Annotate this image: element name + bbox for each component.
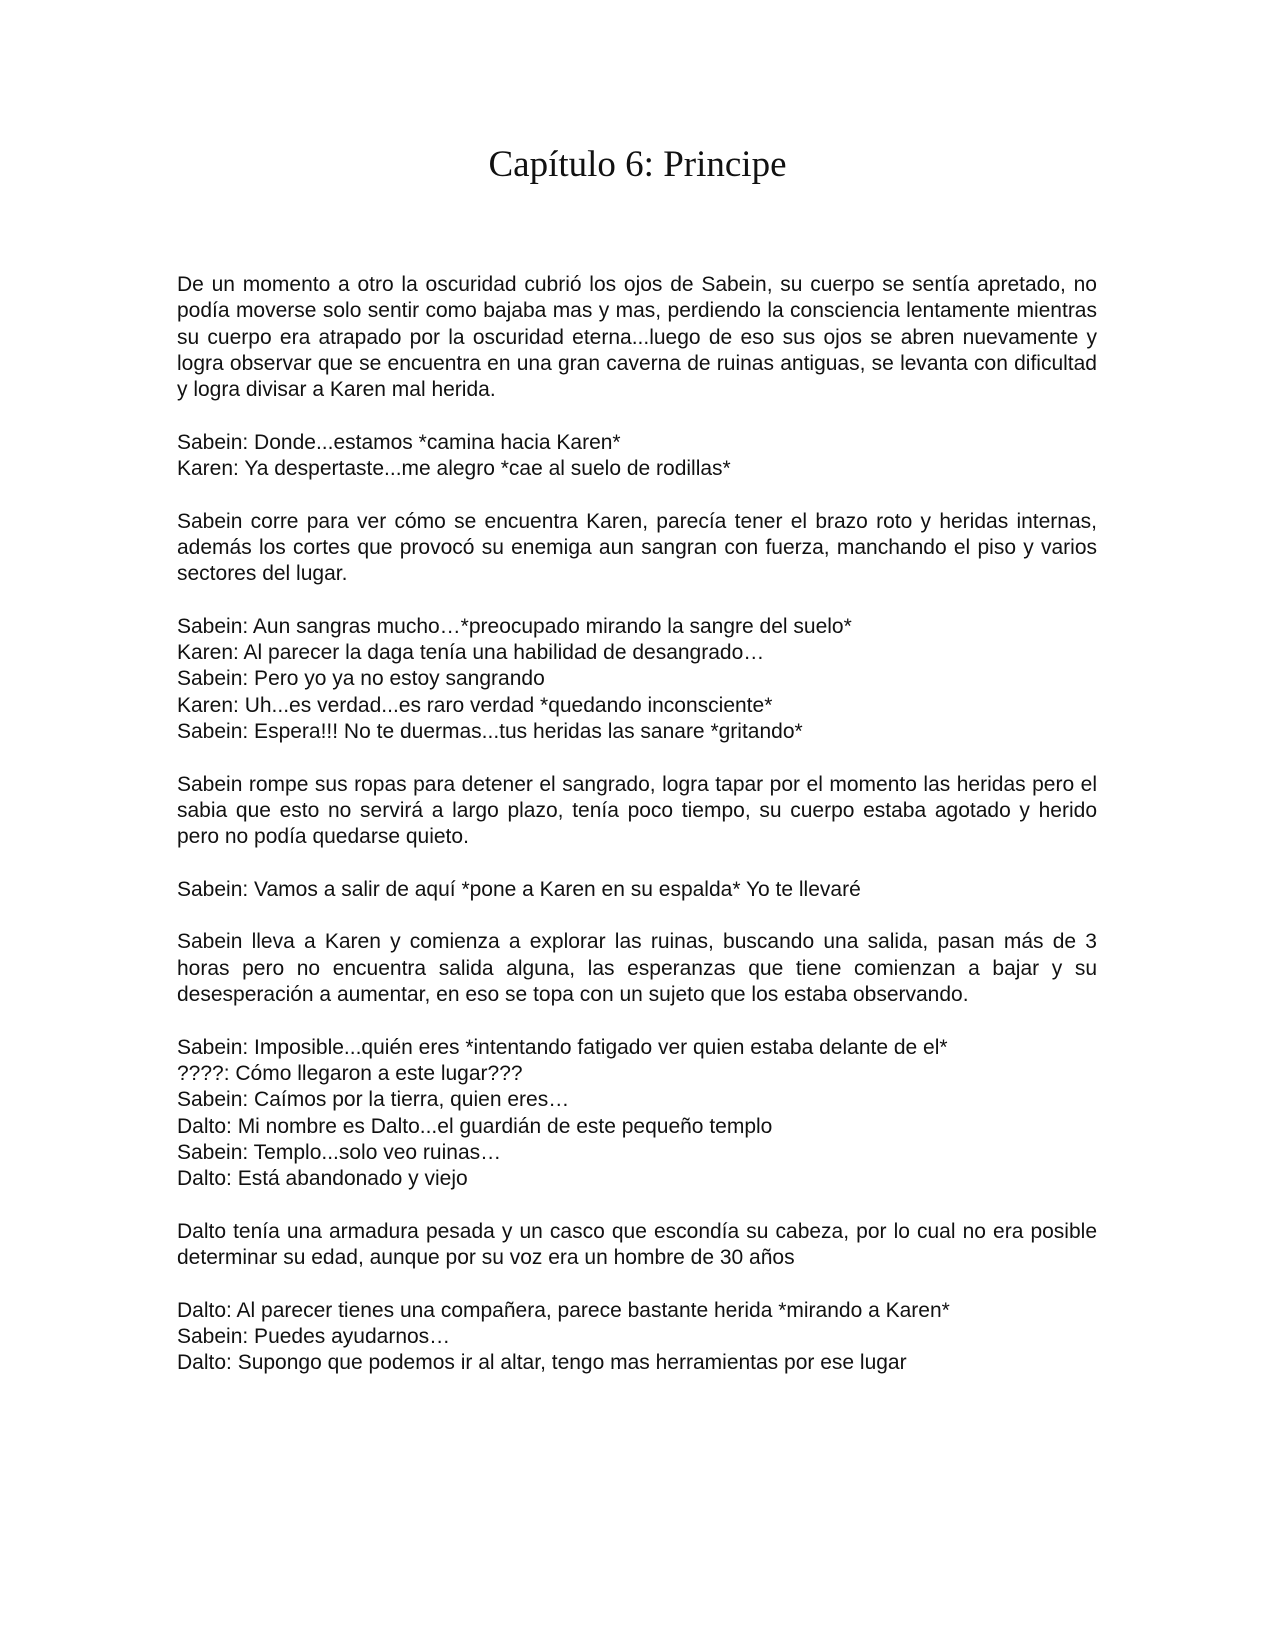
dialog-block-4 [177, 1035, 1097, 1193]
dialog-line: Sabein: Espera!!! No te duermas...tus heridas las sanare *gritando* [177, 720, 803, 744]
dialog-line: Dalto: Supongo que podemos ir al altar, tengo mas herramientas por ese lugar [177, 1351, 907, 1375]
dialog-line: Karen: Uh...es verdad...es raro verdad *quedando inconsciente* [177, 693, 773, 717]
dialog-line: Dalto: Al parecer tienes una compañera, parece bastante herida *mirando a Karen* [177, 1298, 950, 1322]
chapter-body [177, 272, 1097, 1403]
dialog-line: Karen: Ya despertaste...me alegro *cae al suelo de rodillas* [177, 457, 731, 481]
dialog-line: ????: Cómo llegaron a este lugar??? [177, 1061, 523, 1085]
dialog-line: Sabein: Vamos a salir de aquí *pone a Karen en su espalda* Yo te llevaré [177, 877, 861, 901]
dialog-line: Sabein: Puedes ayudarnos… [177, 1324, 451, 1348]
dialog-line: Sabein: Donde...estamos *camina hacia Karen* [177, 430, 621, 454]
dialog-line: Sabein: Templo...solo veo ruinas… [177, 1140, 502, 1164]
dialog-line: Sabein: Aun sangras mucho…*preocupado mirando la sangre del suelo* [177, 614, 852, 638]
dialog-line: Dalto: Está abandonado y viejo [177, 1167, 468, 1191]
paragraph-3: Sabein rompe sus ropas para detener el sangrado, logra tapar por el momento las heridas pero el sabia que esto no servirá a largo plazo, tenía poco tiempo, su cuerpo estaba agotado y herido pero no podía quedarse quieto. [177, 772, 1097, 849]
paragraph-1: De un momento a otro la oscuridad cubrió los ojos de Sabein, su cuerpo se sentía apretado, no podía moverse solo sentir como bajaba mas y mas, perdiendo la consciencia lentamente mientras su cuerpo era atrapado por la oscuridad eterna...luego de eso sus ojos se abren nuevamente y logra observar que se encuentra en una gran caverna de ruinas antiguas, se levanta con dificultad y logra divisar a Karen mal herida. [177, 273, 1097, 402]
dialog-block-1 [177, 430, 1097, 483]
dialog-line: Dalto: Mi nombre es Dalto...el guardián de este pequeño templo [177, 1114, 773, 1138]
dialog-line: Karen: Al parecer la daga tenía una habilidad de desangrado… [177, 641, 765, 665]
chapter-title: Capítulo 6: Principe [488, 144, 787, 185]
dialog-block-3 [177, 877, 1097, 903]
paragraph-4: Sabein lleva a Karen y comienza a explorar las ruinas, buscando una salida, pasan más de 3 horas pero no encuentra salida alguna, las esperanzas que tiene comienzan a bajar y su desesperación a aumentar, en eso se topa con un sujeto que los estaba observando. [177, 930, 1097, 1007]
paragraph-5: Dalto tenía una armadura pesada y un casco que escondía su cabeza, por lo cual no era posible determinar su edad, aunque por su voz era un hombre de 30 años [177, 1219, 1097, 1269]
paragraph-2: Sabein corre para ver cómo se encuentra Karen, parecía tener el brazo roto y heridas internas, además los cortes que provocó su enemiga aun sangran con fuerza, manchando el piso y varios sectores del lugar. [177, 509, 1097, 586]
dialog-line: Sabein: Imposible...quién eres *intentando fatigado ver quien estaba delante de el* [177, 1035, 948, 1059]
dialog-line: Sabein: Caímos por la tierra, quien eres… [177, 1088, 570, 1112]
dialog-block-5 [177, 1298, 1097, 1377]
dialog-block-2 [177, 614, 1097, 745]
dialog-line: Sabein: Pero yo ya no estoy sangrando [177, 667, 545, 691]
